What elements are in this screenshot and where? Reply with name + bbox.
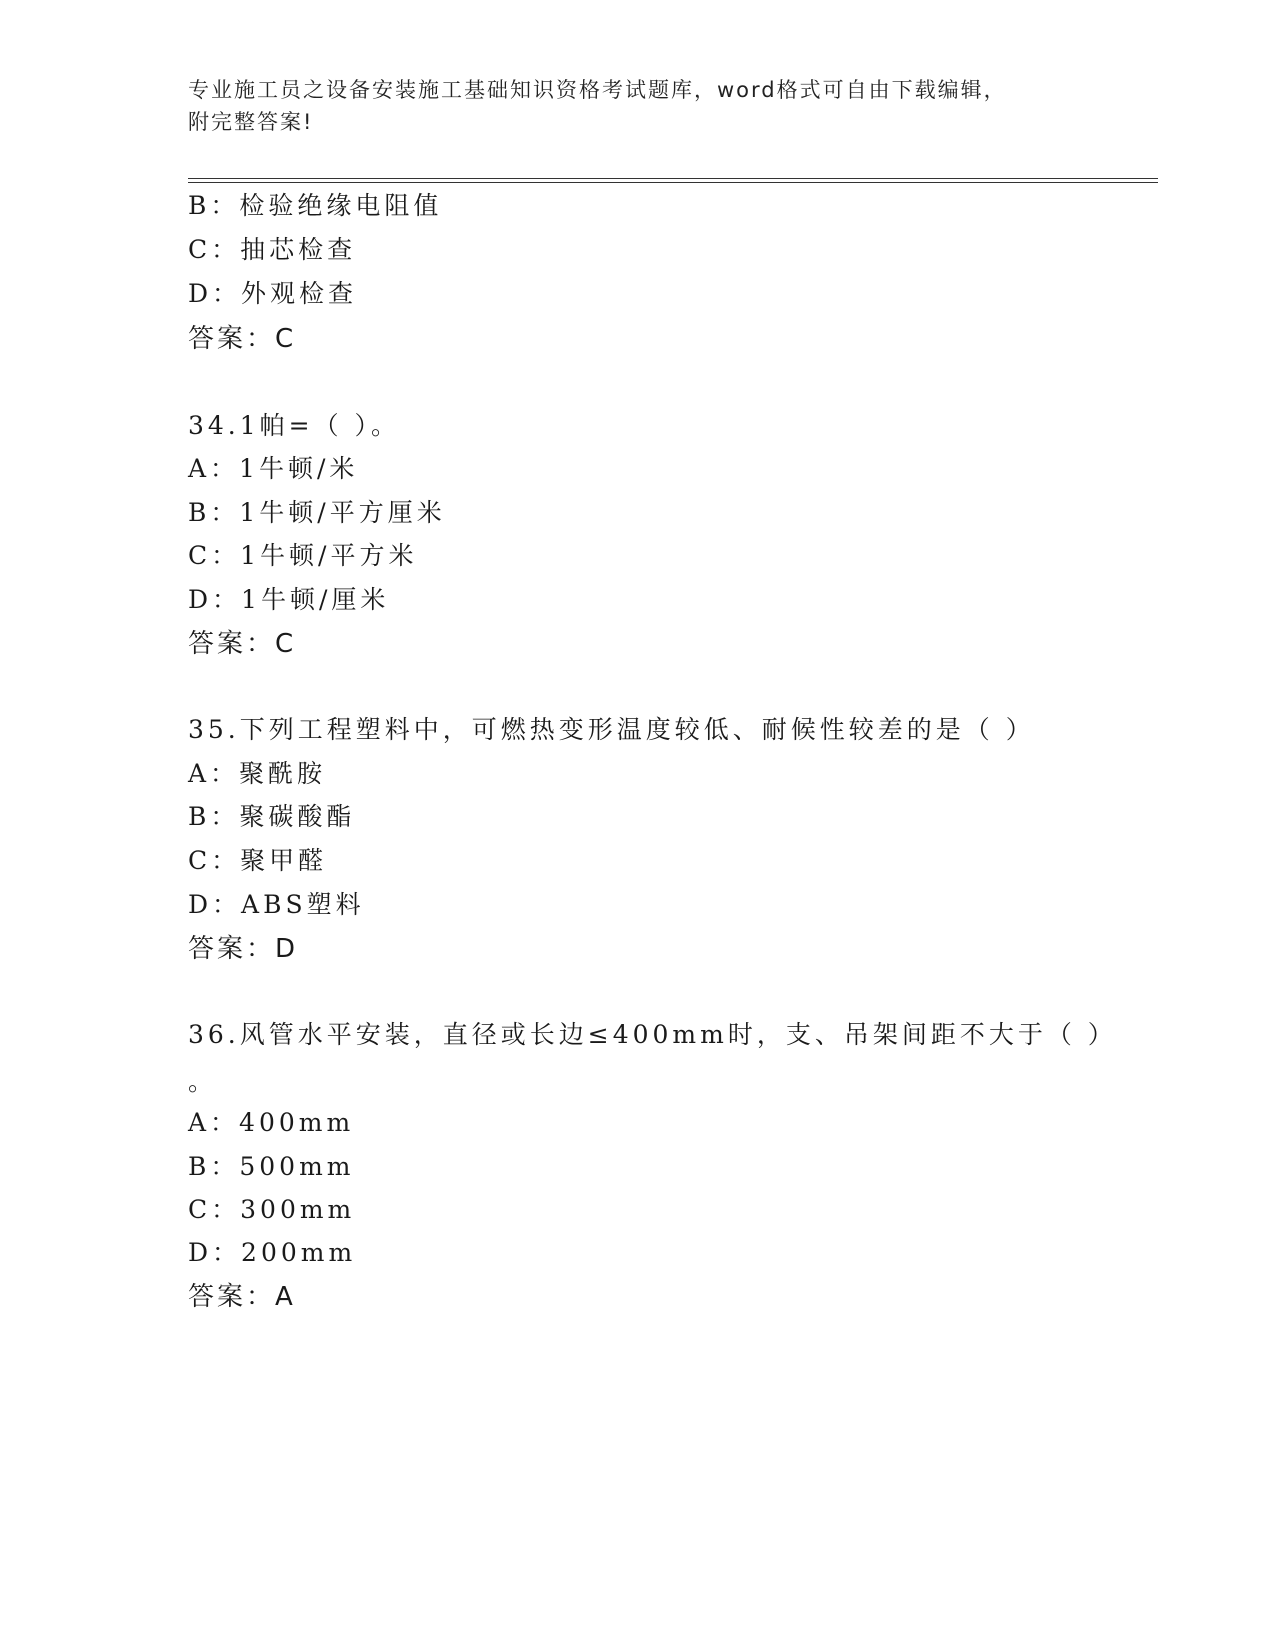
q33-answer: 答案：C bbox=[188, 324, 297, 354]
q34-question: 34.1帕=（ ）。 bbox=[188, 411, 401, 440]
header-title-line1: 专业施工员之设备安装施工基础知识资格考试题库，word格式可自由下载编辑， bbox=[188, 78, 1007, 102]
document-header bbox=[188, 74, 1068, 138]
q34-option-b: B：1牛顿/平方厘米 bbox=[188, 498, 446, 527]
q36-option-c: C：300mm bbox=[188, 1195, 356, 1224]
q33-option-b: B：检验绝缘电阻值 bbox=[188, 191, 443, 220]
q35-option-d: D：ABS塑料 bbox=[188, 890, 365, 919]
q36-question-line1: 36.风管水平安装，直径或长边≤400mm时，支、吊架间距不大于（ ） bbox=[188, 1020, 1117, 1049]
q36-option-b: B：500mm bbox=[188, 1152, 355, 1181]
q35-answer: 答案：D bbox=[188, 934, 299, 964]
q34-option-a: A：1牛顿/米 bbox=[188, 454, 359, 483]
q33-option-d: D：外观检查 bbox=[188, 279, 358, 308]
q35-option-b: B：聚碳酸酯 bbox=[188, 802, 356, 831]
q36-question-line2: 。 bbox=[188, 1067, 218, 1096]
q36-option-a: A：400mm bbox=[188, 1108, 355, 1137]
q35-question: 35.下列工程塑料中，可燃热变形温度较低、耐候性较差的是（ ） bbox=[188, 715, 1035, 744]
q34-option-d: D：1牛顿/厘米 bbox=[188, 585, 390, 614]
q34-option-c: C：1牛顿/平方米 bbox=[188, 541, 418, 570]
q36-option-d: D：200mm bbox=[188, 1238, 357, 1267]
q35-option-a: A：聚酰胺 bbox=[188, 759, 327, 788]
q34-answer: 答案：C bbox=[188, 629, 297, 659]
q36-answer: 答案：A bbox=[188, 1282, 296, 1312]
header-divider bbox=[188, 178, 1158, 183]
header-title-line2: 附完整答案! bbox=[188, 110, 314, 134]
q35-option-c: C：聚甲醛 bbox=[188, 846, 328, 875]
q33-option-c: C：抽芯检查 bbox=[188, 235, 357, 264]
